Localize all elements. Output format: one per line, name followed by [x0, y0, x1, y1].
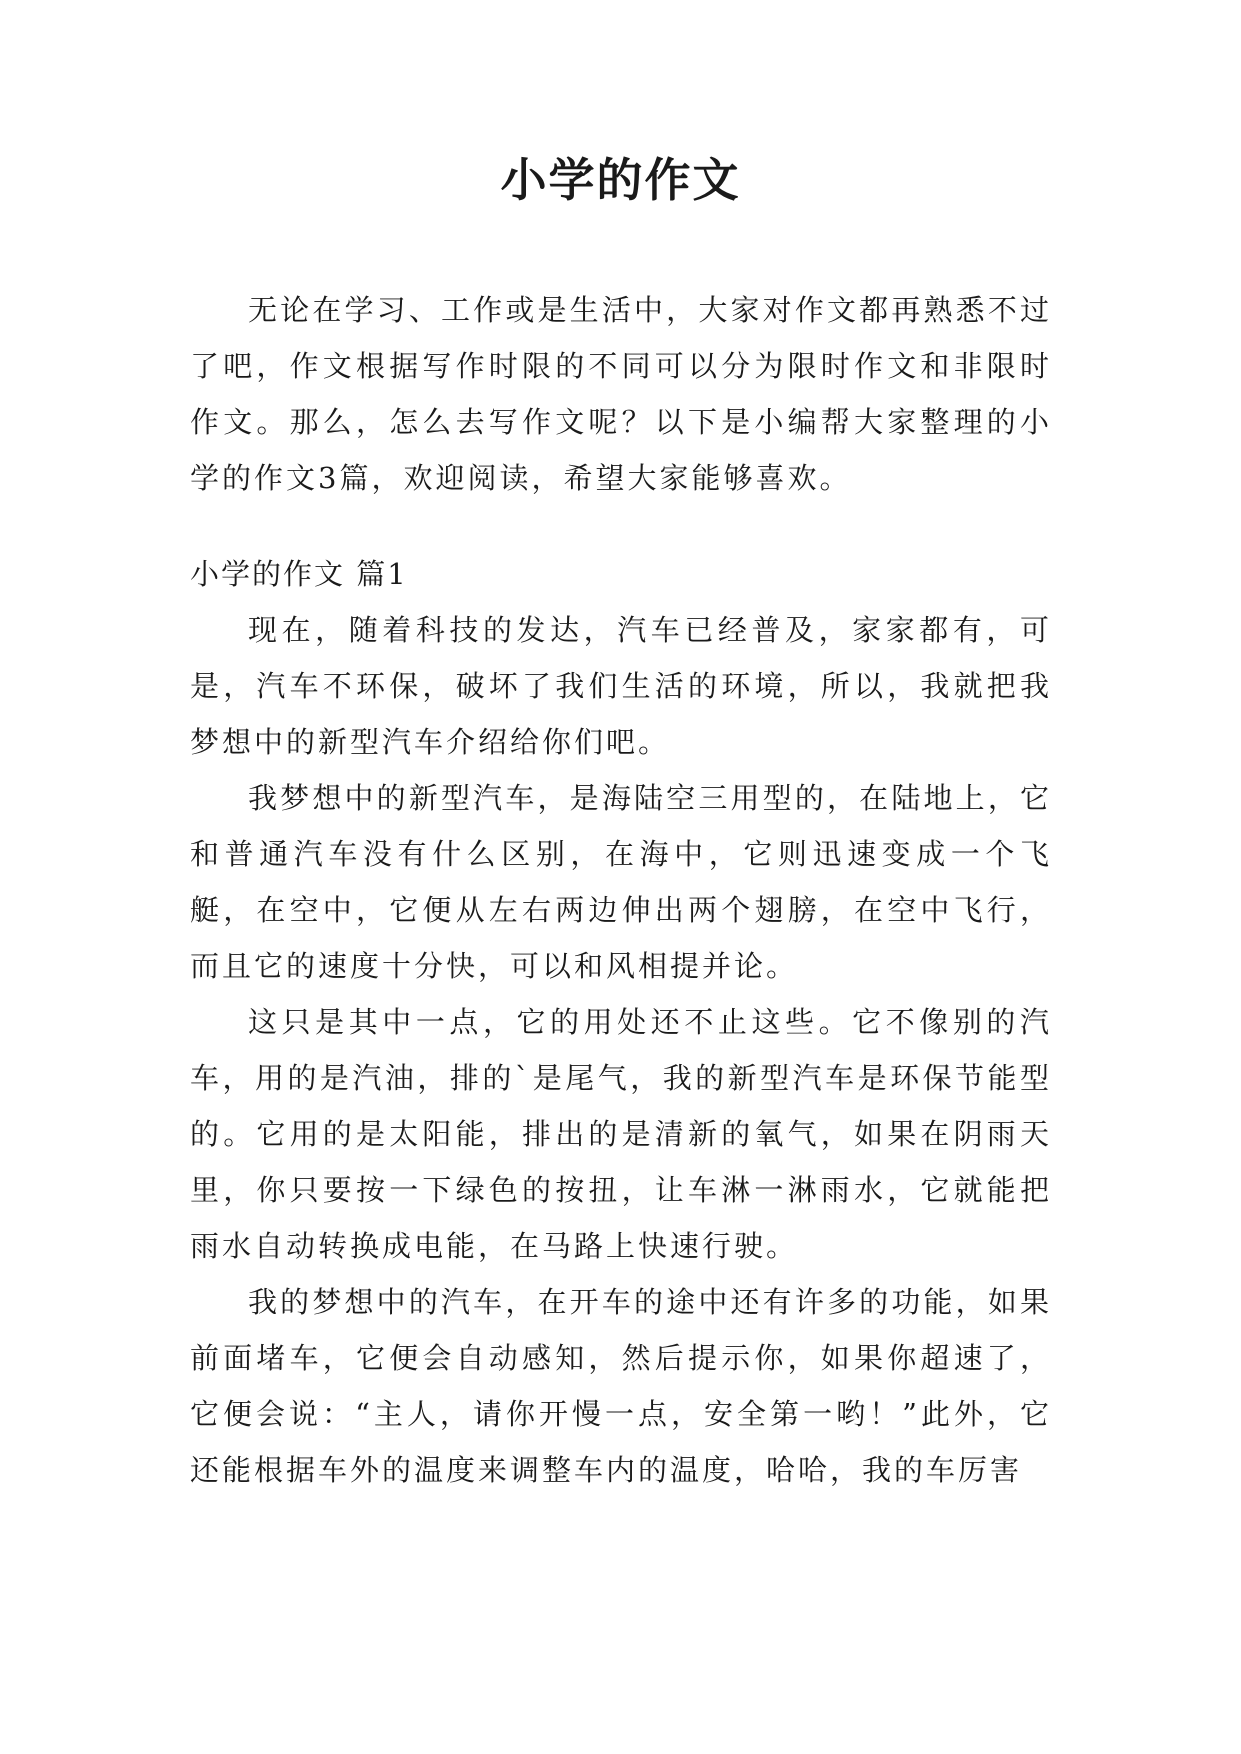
intro-paragraph: 无论在学习、工作或是生活中，大家对作文都再熟悉不过了吧，作文根据写作时限的不同可以分为限时作文和非限时作文。那么，怎么去写作文呢？以下是小编帮大家整理的小学的作文3篇，欢迎阅读，希望大家能够喜欢。	[190, 293, 1052, 495]
body-paragraph: 这只是其中一点，它的用处还不止这些。它不像别的汽车，用的是汽油，排的`是尾气，我的新型汽车是环保节能型的。它用的是太阳能，排出的是清新的氧气，如果在阴雨天里，你只要按一下绿色的按扭，让车淋一淋雨水，它就能把雨水自动转换成电能，在马路上快速行驶。	[190, 1005, 1052, 1263]
body-paragraph: 现在，随着科技的发达，汽车已经普及，家家都有，可是，汽车不环保，破坏了我们生活的环境，所以，我就把我梦想中的新型汽车介绍给你们吧。	[190, 613, 1052, 759]
section-heading: 小学的作文 篇1	[190, 557, 408, 591]
body-paragraph: 我的梦想中的汽车，在开车的途中还有许多的功能，如果前面堵车，它便会自动感知，然后提示你，如果你超速了，它便会说：“主人，请你开慢一点，安全第一哟！”此外，它还能根据车外的温度来调整车内的温度，哈哈，我的车厉害	[190, 1285, 1052, 1487]
body-paragraph: 我梦想中的新型汽车，是海陆空三用型的，在陆地上，它和普通汽车没有什么区别，在海中，它则迅速变成一个飞艇，在空中，它便从左右两边伸出两个翅膀，在空中飞行，而且它的速度十分快，可以和风相提并论。	[190, 781, 1052, 983]
document-title: 小学的作文	[500, 153, 741, 207]
document-body	[190, 282, 1052, 1498]
